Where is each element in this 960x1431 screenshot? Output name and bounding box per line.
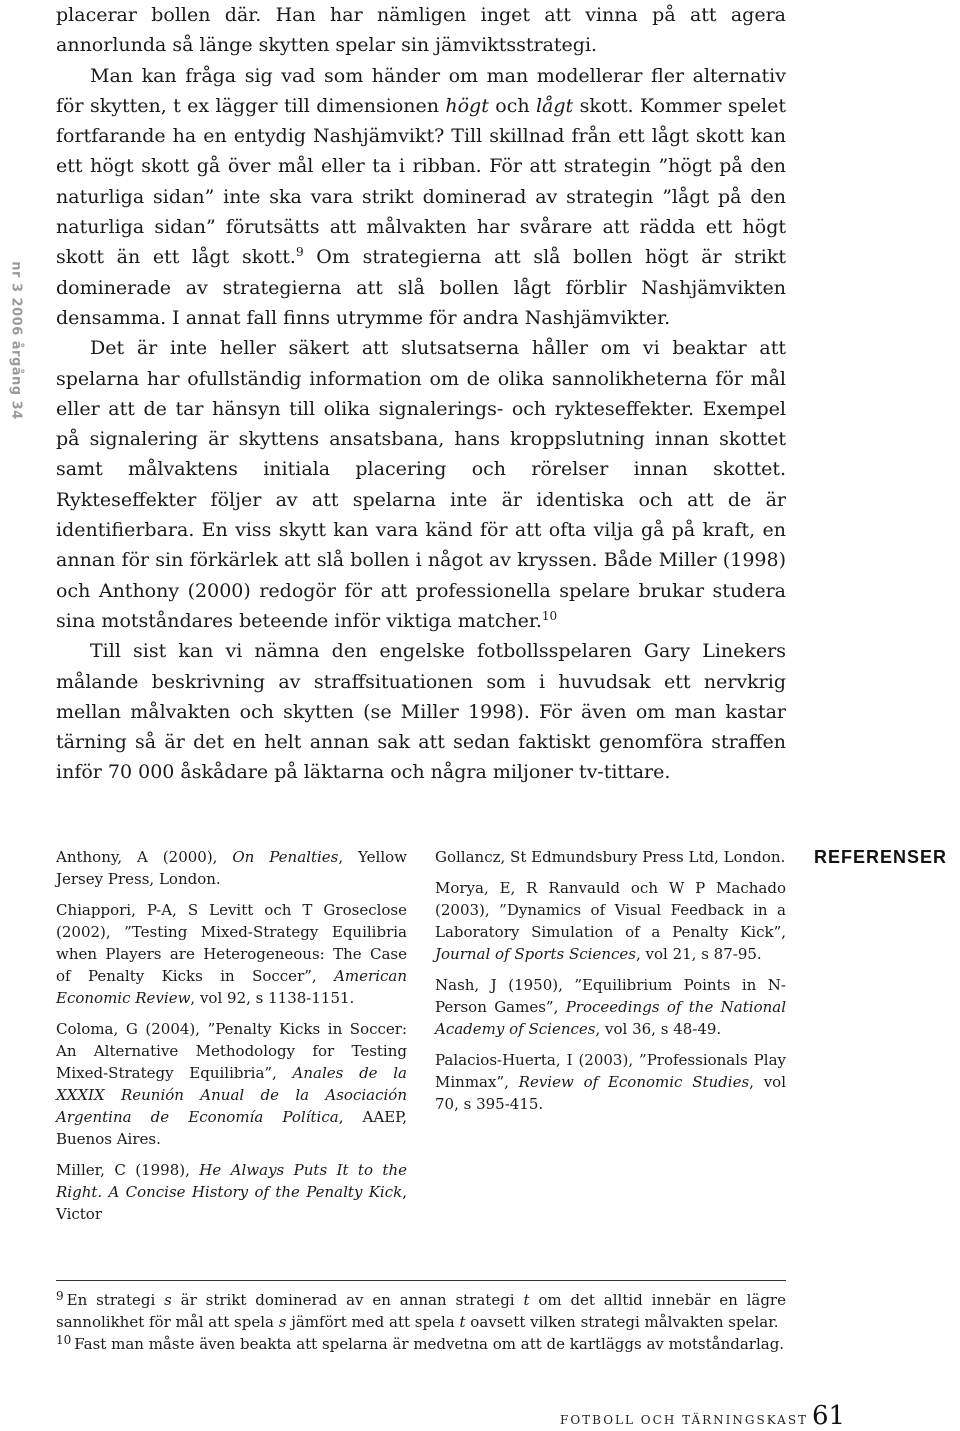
body-text — [56, 0, 786, 788]
reference-entry — [435, 1049, 786, 1115]
references-left-column — [56, 846, 407, 1234]
text-run: Chiappori, P-A, S Levitt och T Groseclose (2002), ”Testing Mixed-Strategy Equilibria when Players are Heterogeneous: The Case of Penalty Kicks in Soccer”, — [56, 901, 407, 985]
footnote — [56, 1333, 786, 1355]
footnote — [56, 1289, 786, 1333]
text-run: Fast man måste även beakta att spelarna är medvetna om att de kartläggs av motståndarlag. — [74, 1335, 785, 1353]
text-run: skott. Kommer spelet fortfarande ha en entydig Nashjämvikt? Till skillnad från ett lågt skott kan ett högt skott gå över mål eller ta i ribban. För att strategin ”högt på den naturliga sidan” inte ska vara strikt dominerad av strategin ”lågt på den naturliga sidan” förutsätts att målvakten har svårare att rädda ett högt skott än ett lågt skott. — [56, 94, 786, 269]
italic-text: s — [164, 1291, 172, 1309]
italic-text: Review of Economic Studies — [518, 1073, 750, 1091]
footnote-reference: 10 — [541, 608, 558, 623]
italic-text: American Economic Review — [56, 967, 407, 1007]
text-run: , AAEP, Buenos Aires. — [56, 1108, 407, 1148]
body-paragraph — [56, 61, 786, 334]
text-run: och — [488, 94, 536, 117]
italic-text: On Penalties — [232, 848, 339, 866]
text-run: oavsett vilken strategi målvakten spelar. — [465, 1313, 779, 1331]
text-run: , vol 92, s 1138-1151. — [190, 989, 355, 1007]
italic-text: t — [523, 1291, 530, 1309]
running-title: FOTBOLL OCH TÄRNINGSKAST — [560, 1413, 809, 1427]
footnote-number: 9 — [56, 1289, 64, 1303]
italic-text: Anales de la XXXIX Reunión Anual de la Asociación Argentina de Economía Política — [56, 1064, 407, 1126]
text-run: , vol 36, s 48-49. — [595, 1020, 722, 1038]
references-heading: REFERENSER — [814, 847, 948, 867]
reference-entry — [56, 1159, 407, 1225]
reference-entry — [56, 899, 407, 1009]
body-paragraph — [56, 636, 786, 787]
text-run: Det är inte heller säkert att slutsatserna håller om vi beaktar att spelarna har ofullständig information om de olika sannolikheterna för mål eller att de tar hänsyn till olika signalerings- och rykteseffekter. Exempel på signalering är skyttens ansatsbana, hans kroppslutning innan skottet samt målvaktens initiala placering och rörelser innan skottet. Rykteseffekter följer av att spelarna inte är identiska och att de är identifierbara. En viss skytt kan vara känd för att ofta vilja gå på kraft, en annan för sin förkärlek att slå bollen i något av kryssen. Både Miller (1998) och Anthony (2000) redogör för att professionella spelare brukar studera sina motståndares beteende inför viktiga matcher. — [56, 337, 786, 632]
footnote-number: 10 — [56, 1333, 72, 1347]
text-run: Morya, E, R Ranvauld och W P Machado (2003), ”Dynamics of Visual Feedback in a Laboratory Simulation of a Penalty Kick”, — [435, 879, 786, 941]
issue-side-label-text: nr 3 2006 årgång 34 — [8, 260, 24, 420]
italic-text: Journal of Sports Sciences — [435, 945, 636, 963]
text-run: , Yellow Jersey Press, London. — [56, 848, 407, 888]
text-run: Anthony, A (2000), — [56, 848, 233, 866]
text-run: , Victor — [56, 1183, 407, 1223]
body-paragraph — [56, 333, 786, 636]
text-run: Man kan fråga sig vad som händer om man modellerar fler alternativ för skytten, t ex lägger till dimensionen — [56, 64, 786, 117]
text-run: Coloma, G (2004), ”Penalty Kicks in Soccer: An Alternative Methodology for Testing Mixed-Strategy Equilibria”, — [56, 1020, 407, 1082]
text-run: Till sist kan vi nämna den engelske fotbollsspelaren Gary Linekers målande beskrivning av straffsituationen som i huvudsak ett nervkrig mellan målvakten och skytten (se Miller 1998). För även om man kastar tärning så är det en helt annan sak att sedan faktiskt genomföra straffen inför 70 000 åskådare på läktarna och några miljoner tv-tittare. — [56, 640, 786, 784]
text-run: är strikt dominerad av en annan strategi — [171, 1291, 524, 1309]
text-run: Gollancz, St Edmundsbury Press Ltd, London. — [435, 848, 786, 866]
footnotes — [56, 1289, 786, 1355]
text-run: Nash, J (1950), ”Equilibrium Points in N-Person Games”, — [435, 976, 786, 1016]
reference-entry — [435, 877, 786, 965]
text-run: Palacios-Huerta, I (2003), ”Professionals Play Minmax”, — [435, 1051, 786, 1091]
text-run: Miller, C (1998), — [56, 1161, 200, 1179]
italic-text: s — [278, 1313, 287, 1331]
reference-entry — [435, 974, 786, 1040]
text-run: om det alltid innebär en lägre sannolikhet för mål att spela — [56, 1291, 786, 1331]
page-number: 61 — [812, 1401, 846, 1431]
footnote-divider — [56, 1280, 786, 1281]
text-run: , vol 70, s 395-415. — [435, 1073, 786, 1113]
body-paragraph — [56, 0, 786, 61]
reference-entry — [435, 846, 786, 868]
text-run: placerar bollen där. Han har nämligen inget att vinna på att agera annorlunda så länge skytten spelar sin jämviktsstrategi. — [56, 4, 786, 57]
italic-text: He Always Puts It to the Right. A Concise History of the Penalty Kick — [56, 1161, 407, 1201]
text-run: En strategi — [66, 1291, 165, 1309]
text-run: Om strategierna att slå bollen högt är strikt dominerade av strategierna att slå bollen lågt förblir Nashjämvikten densamma. I annat fall finns utrymme för andra Nashjämvikter. — [56, 246, 786, 329]
italic-text: lågt — [535, 94, 574, 117]
italic-text: t — [459, 1313, 466, 1331]
italic-text: Proceedings of the National Academy of Sciences — [435, 998, 786, 1038]
italic-text: högt — [445, 94, 489, 117]
reference-entry — [56, 846, 407, 890]
text-run: , vol 21, s 87-95. — [635, 945, 762, 963]
text-run: jämfört med att spela — [286, 1313, 460, 1331]
references-right-column — [435, 846, 786, 1124]
reference-entry — [56, 1018, 407, 1150]
issue-side-label — [2, 240, 30, 440]
footnote-reference: 9 — [295, 245, 304, 260]
